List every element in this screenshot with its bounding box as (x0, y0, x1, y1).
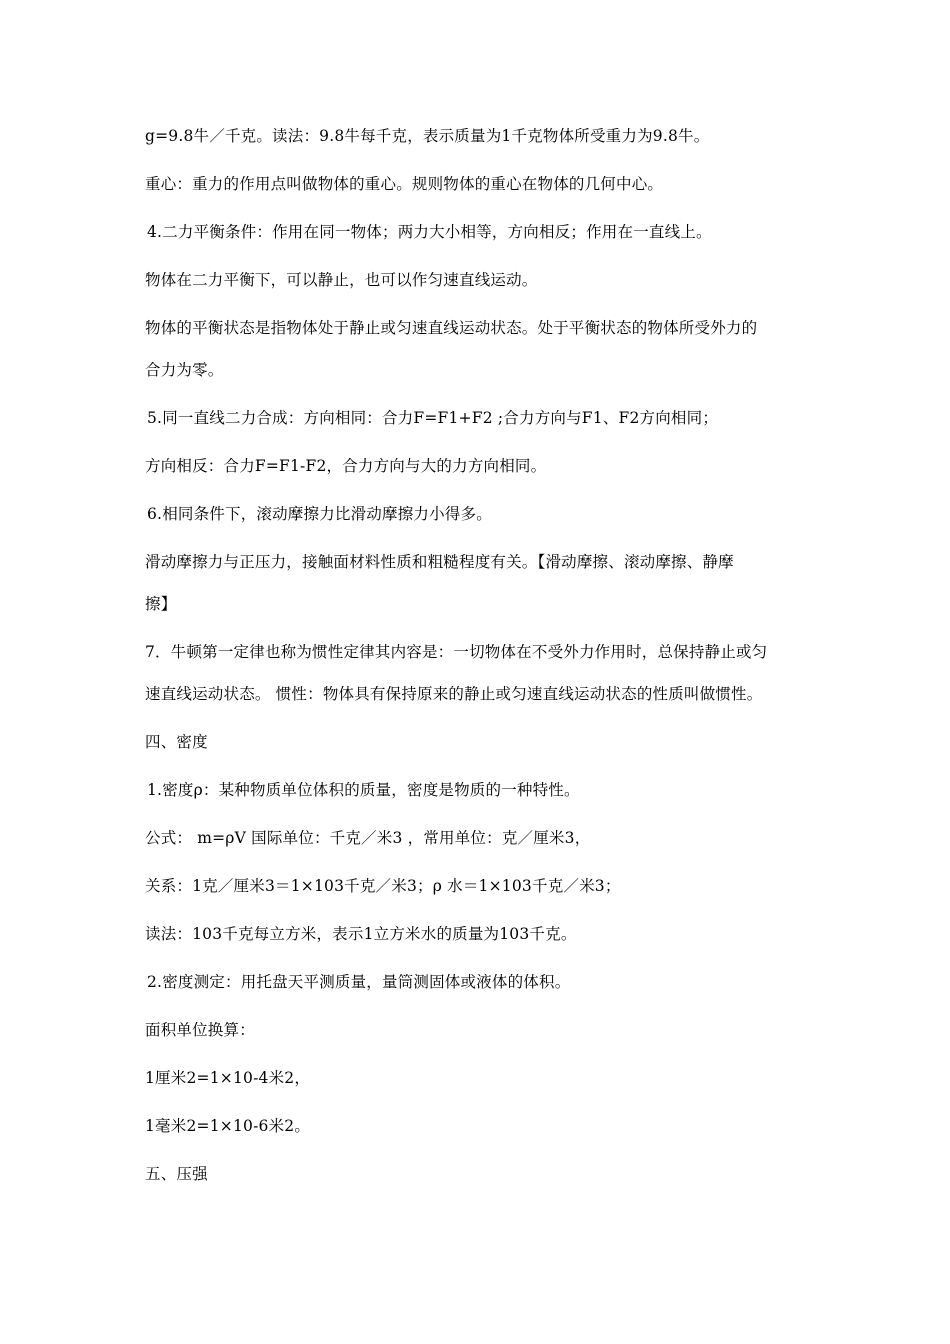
text-line-density-reading: 读法：103千克每立方米，表示1立方米水的质量为103千克。 (145, 925, 577, 943)
text-line-rolling-friction: 6.相同条件下，滚动摩擦力比滑动摩擦力小得多。 (147, 505, 492, 523)
text-line-density-formula: 公式： m=ρV 国际单位：千克／米3 ，常用单位：克／厘米3， (145, 829, 591, 847)
text-line-density-definition: 1.密度ρ：某种物质单位体积的质量，密度是物质的一种特性。 (147, 781, 580, 799)
text-line-sliding-friction-cont: 擦】 (145, 595, 177, 613)
section-heading-pressure: 五、压强 (145, 1165, 208, 1183)
text-line-force-same-direction: 5.同一直线二力合成：方向相同：合力F=F1+F2 ;合力方向与F1、F2方向相同； (147, 409, 719, 427)
text-line-inertia: 速直线运动状态。 惯性：物体具有保持原来的静止或匀速直线运动状态的性质叫做惯性。 (145, 685, 763, 703)
text-line-sliding-friction: 滑动摩擦力与正压力，接触面材料性质和粗糙程度有关。【滑动摩擦、滚动摩擦、静摩 (145, 553, 734, 571)
text-line-density-relation: 关系：1克／厘米3＝1×103千克／米3；ρ 水＝1×103千克／米3； (145, 877, 621, 895)
section-heading-density: 四、密度 (145, 733, 208, 751)
text-line-square-millimeter: 1毫米2=1×10-6米2。 (145, 1117, 311, 1135)
text-line-equilibrium-state: 物体的平衡状态是指物体处于静止或匀速直线运动状态。处于平衡状态的物体所受外力的 (145, 319, 758, 337)
text-line-equilibrium-state-cont: 合力为零。 (145, 361, 224, 379)
text-line-area-conversion: 面积单位换算： (145, 1021, 255, 1039)
text-line-balance-motion: 物体在二力平衡下，可以静止，也可以作匀速直线运动。 (145, 271, 538, 289)
text-line-gravity-constant: g=9.8牛／千克。读法：9.8牛每千克，表示质量为1千克物体所受重力为9.8牛。 (145, 127, 710, 145)
text-line-center-of-gravity: 重心：重力的作用点叫做物体的重心。规则物体的重心在物体的几何中心。 (145, 175, 664, 193)
text-line-newton-first-law: 7．牛顿第一定律也称为惯性定律其内容是：一切物体在不受外力作用时，总保持静止或匀 (145, 643, 768, 661)
text-line-density-measurement: 2.密度测定：用托盘天平测质量，量筒测固体或液体的体积。 (147, 973, 571, 991)
text-line-force-opposite-direction: 方向相反：合力F=F1-F2，合力方向与大的力方向相同。 (145, 457, 547, 475)
text-line-balance-conditions: 4.二力平衡条件：作用在同一物体；两力大小相等，方向相反；作用在一直线上。 (147, 223, 712, 241)
text-line-square-centimeter: 1厘米2=1×10-4米2， (145, 1069, 311, 1087)
